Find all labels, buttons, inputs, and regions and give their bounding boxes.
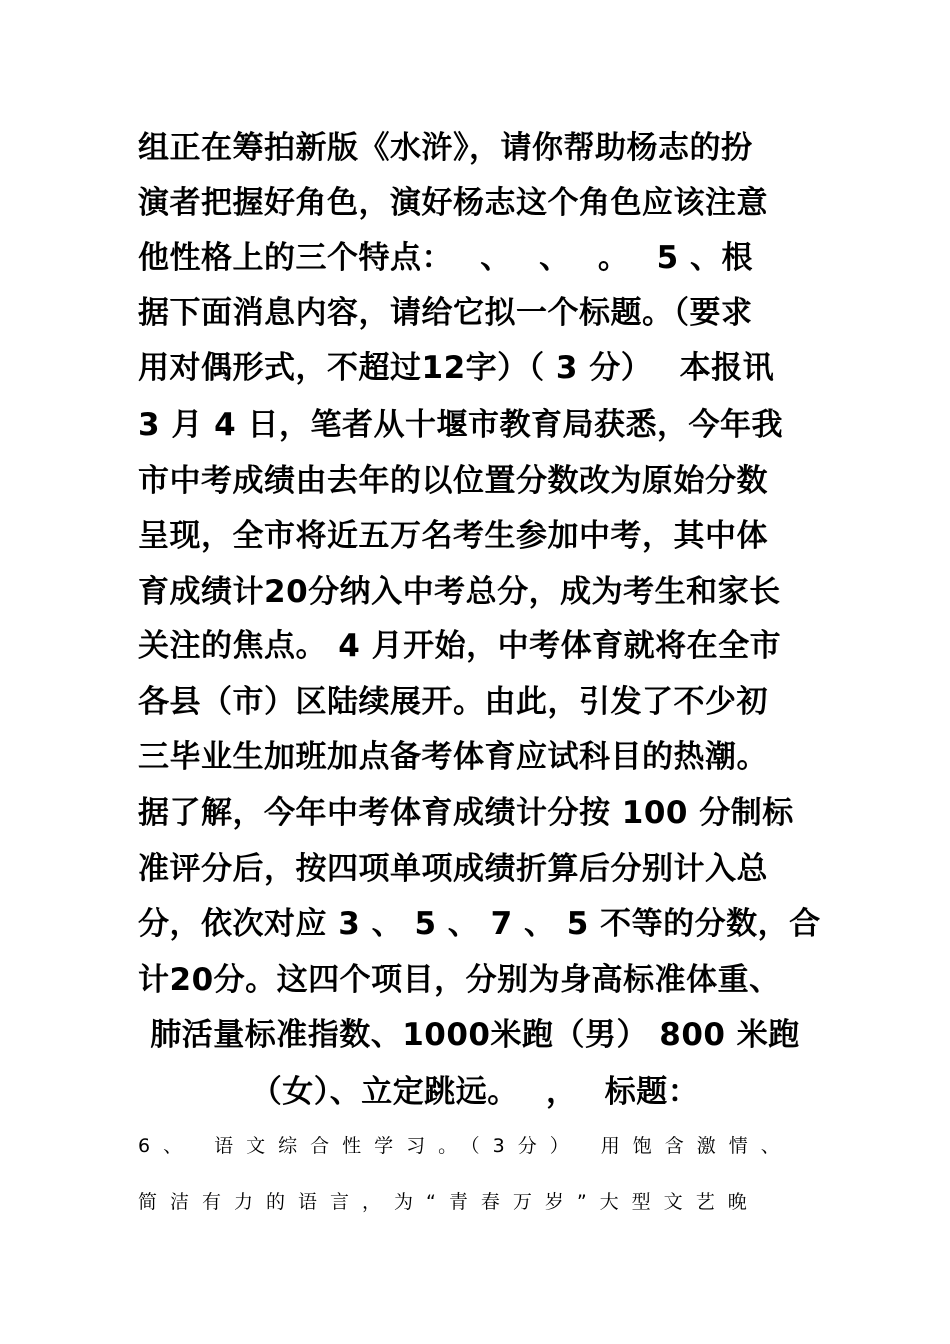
text-line: 计20分。这四个项目，分别为身高标准体重、: [138, 962, 781, 998]
text-line: 据下面消息内容，请给它拟一个标题。（要求: [138, 295, 753, 331]
text-line: 三毕业生加班加点备考体育应试科目的热潮。: [138, 739, 768, 775]
text-line: 市中考成绩由去年的以位置分数改为原始分数: [138, 463, 768, 499]
text-line: 呈现，全市将近五万名考生参加中考，其中体: [138, 518, 768, 554]
small-text-line: 6、 语文综合性学习。（3分） 用饱含激情、: [138, 1135, 793, 1157]
text-line: 3 月 4 日，笔者从十堰市教育局获悉，今年我: [138, 407, 784, 443]
text-line: 关注的焦点。 4 月开始，中考体育就将在全市: [138, 628, 782, 664]
text-line: 组正在筹拍新版《水浒》，请你帮助杨志的扮: [138, 130, 753, 166]
text-line: 各县（市）区陆续展开。由此，引发了不少初: [138, 684, 768, 720]
text-line: 演者把握好角色，演好杨志这个角色应该注意: [138, 185, 768, 221]
text-line: 据了解，今年中考体育成绩计分按 100 分制标: [138, 795, 794, 831]
small-text-line: 简洁有力的语言，为“青春万岁”大型文艺晚: [138, 1191, 760, 1213]
text-line: 用对偶形式，不超过12字）（ 3 分） 本报讯: [138, 350, 775, 386]
text-line: 准评分后，按四项单项成绩折算后分别计入总: [138, 851, 768, 887]
text-line: （女）、立定跳远。 ， 标题：: [250, 1074, 700, 1110]
text-line: 分，依次对应 3 、 5 、 7 、 5 不等的分数，合: [138, 906, 821, 942]
text-line: 育成绩计20分纳入中考总分，成为考生和家长: [138, 574, 781, 610]
text-line: 他性格上的三个特点： 、 、 。 5 、根: [138, 240, 754, 276]
text-line: 肺活量标准指数、1000米跑（男） 800 米跑: [150, 1017, 800, 1053]
